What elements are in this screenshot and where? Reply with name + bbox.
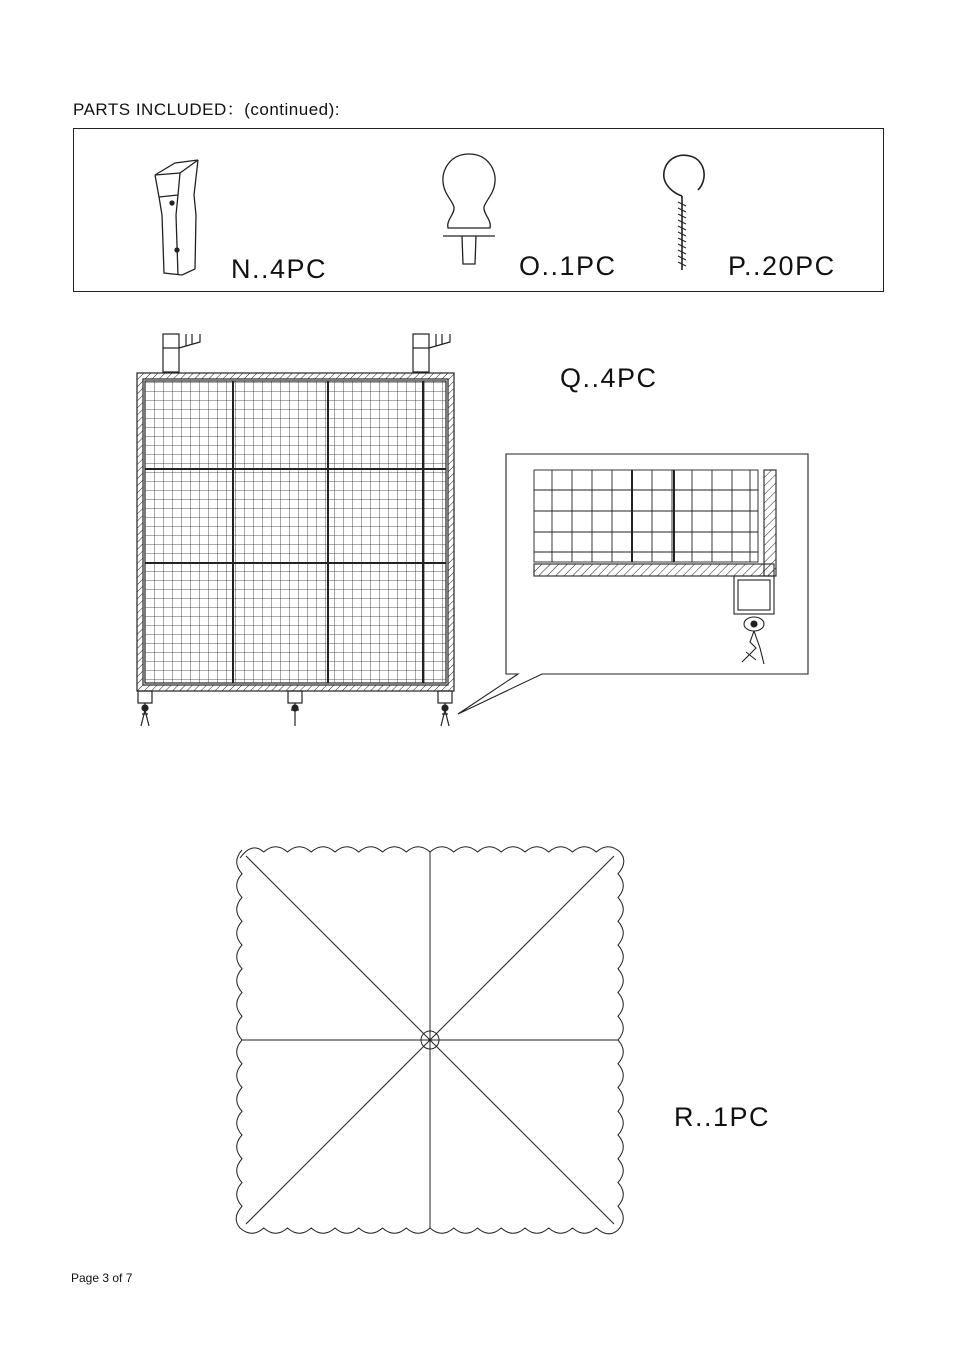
- section-heading: PARTS INCLUDED：(continued):: [73, 100, 341, 119]
- ring-hook-icon: [658, 152, 710, 274]
- part-n-label: N..4PC: [231, 254, 328, 284]
- finial-cap-icon: [438, 152, 500, 270]
- part-o-label: O..1PC: [519, 251, 617, 281]
- page-number: Page 3 of 7: [71, 1271, 133, 1285]
- canopy-top-icon: [236, 846, 624, 1234]
- detail-callout: [450, 452, 812, 752]
- part-q-label: Q..4PC: [560, 363, 658, 393]
- mesh-wall-panel-icon: [130, 330, 470, 730]
- part-r-label: R..1PC: [674, 1102, 771, 1132]
- part-p-label: P..20PC: [728, 251, 836, 281]
- corner-bracket-icon: [150, 155, 210, 280]
